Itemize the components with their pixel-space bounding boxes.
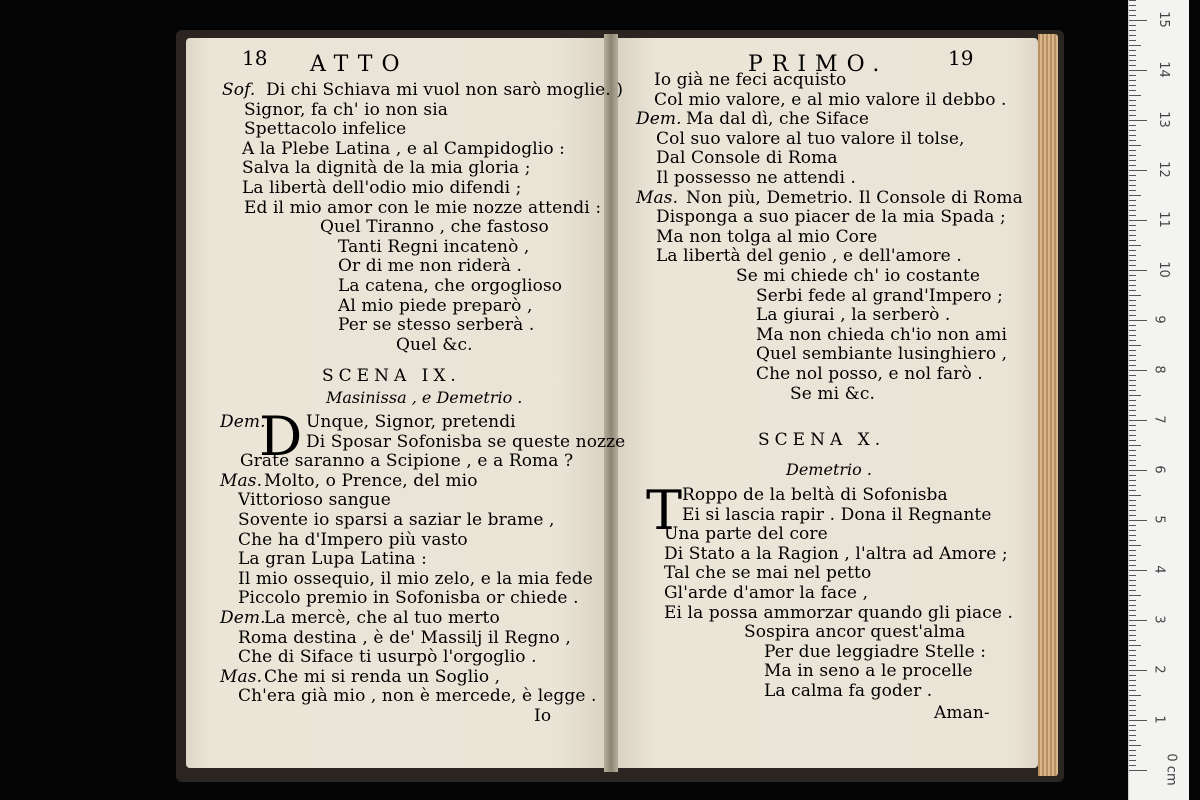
text-line: Io già ne feci acquisto (654, 70, 847, 90)
ruler-tick (1129, 710, 1136, 711)
text-line: Spettacolo infelice (244, 119, 407, 140)
left-scene-persons: Masinissa , e Demetrio . (326, 388, 523, 407)
ruler-tick (1129, 595, 1141, 596)
ruler-tick (1129, 155, 1136, 156)
ruler-tick (1129, 430, 1136, 431)
right-dropcap: T (646, 479, 683, 542)
ruler-tick (1129, 345, 1141, 346)
ruler-tick (1129, 770, 1147, 771)
ruler-label: 10 (1155, 261, 1171, 278)
text-line: La giurai , la serberò . (756, 305, 951, 326)
text-line: Se mi chiede ch' io costante (736, 266, 981, 286)
text-line: La catena, che orgoglioso (338, 276, 563, 296)
speaker-label: Mas. (636, 187, 679, 208)
text-line: Ch'era già mio , non è mercede, è legge . (238, 686, 597, 707)
ruler-tick (1129, 685, 1136, 686)
ruler-tick (1129, 10, 1136, 11)
text-line: A la Plebe Latina , e al Campidoglio : (242, 138, 565, 159)
ruler-tick (1129, 505, 1136, 506)
ruler-tick (1129, 170, 1147, 171)
ruler-tick (1129, 30, 1136, 31)
ruler-tick (1129, 535, 1136, 536)
ruler-tick (1129, 100, 1136, 101)
ruler-tick (1129, 110, 1136, 111)
ruler-tick (1129, 270, 1147, 271)
ruler-tick (1129, 195, 1141, 196)
text-line: Ma in seno a le procelle (764, 661, 973, 682)
ruler-tick (1129, 40, 1136, 41)
text-line: Ei la possa ammorzar quando gli piace . (664, 602, 1014, 623)
ruler-tick (1129, 600, 1136, 601)
ruler-tick (1129, 560, 1136, 561)
ruler-tick (1129, 185, 1136, 186)
ruler-label: 11 (1155, 211, 1171, 228)
ruler-tick (1129, 525, 1136, 526)
text-line: Il possesso ne attendi . (656, 168, 857, 188)
ruler-tick (1129, 605, 1136, 606)
ruler-tick (1129, 90, 1136, 91)
ruler-tick (1129, 315, 1136, 316)
ruler-tick (1129, 105, 1136, 106)
ruler-label: 3 (1151, 615, 1167, 624)
ruler-tick (1129, 205, 1136, 206)
ruler-tick (1129, 625, 1136, 626)
ruler-tick (1129, 635, 1136, 636)
ruler-tick (1129, 475, 1136, 476)
text-line: Molto, o Prence, del mio (264, 470, 478, 491)
ruler-tick (1129, 290, 1136, 291)
ruler-tick (1129, 280, 1136, 281)
ruler-tick (1129, 540, 1136, 541)
speaker-label: Dem. (220, 412, 266, 432)
text-line: Ed il mio amor con le mie nozze attendi : (244, 197, 602, 218)
text-line: Ma non tolga al mio Core (656, 226, 878, 247)
ruler-tick (1129, 445, 1141, 446)
text-line: Sospira ancor quest'alma (744, 622, 966, 643)
ruler-label: 7 (1151, 415, 1167, 424)
text-line: Di chi Schiava mi vuol non sarò moglie. ) (266, 80, 624, 100)
ruler-tick (1129, 175, 1136, 176)
ruler-label: 13 (1155, 111, 1171, 128)
text-line: Ei si lascia rapir . Dona il Regnante (682, 504, 992, 525)
ruler-tick (1129, 115, 1136, 116)
ruler-tick (1129, 405, 1136, 406)
left-scene-heading: SCENA IX. (322, 366, 461, 386)
ruler-tick (1129, 450, 1136, 451)
page-edges (1038, 34, 1058, 776)
ruler-tick (1129, 190, 1136, 191)
ruler-tick (1129, 425, 1136, 426)
left-page-number: 18 (242, 46, 268, 70)
text-line: Gl'arde d'amor la face , (664, 583, 869, 603)
ruler-tick (1129, 675, 1136, 676)
ruler-tick (1129, 25, 1136, 26)
ruler-label: 15 (1155, 11, 1171, 28)
speaker-label: Dem. (220, 608, 266, 628)
ruler-tick (1129, 0, 1136, 1)
speaker-label: Mas. (220, 470, 263, 491)
speaker-label: Sof. (222, 80, 256, 100)
text-line: Di Sposar Sofonisba se queste nozze (306, 431, 626, 452)
ruler-tick (1129, 650, 1136, 651)
ruler-tick (1129, 715, 1136, 716)
ruler-tick (1129, 530, 1136, 531)
text-line: Disponga a suo piacer de la mia Spada ; (656, 207, 1006, 228)
text-line: Serbi fede al grand'Impero ; (756, 285, 1003, 306)
ruler-tick (1129, 575, 1136, 576)
text-line: La gran Lupa Latina : (238, 549, 427, 570)
ruler-tick (1129, 140, 1136, 141)
right-catchword: Aman- (934, 703, 990, 723)
ruler-tick (1129, 410, 1136, 411)
text-line: Di Stato a la Ragion , l'altra ad Amore ; (664, 543, 1008, 564)
ruler-tick (1129, 610, 1136, 611)
ruler-tick (1129, 245, 1141, 246)
text-line: Per due leggiadre Stelle : (764, 641, 987, 662)
ruler-tick (1129, 440, 1136, 441)
ruler-tick (1129, 485, 1136, 486)
ruler-tick (1129, 330, 1136, 331)
ruler-tick (1129, 380, 1136, 381)
ruler-tick (1129, 65, 1136, 66)
text-line: La mercè, che al tuo merto (264, 608, 500, 628)
ruler-tick (1129, 555, 1136, 556)
ruler-label: 6 (1151, 465, 1167, 474)
ruler-tick (1129, 695, 1141, 696)
text-line: Roppo de la beltà di Sofonisba (682, 485, 948, 505)
left-dropcap: D (259, 405, 303, 468)
ruler-tick (1129, 210, 1136, 211)
ruler-tick (1129, 725, 1136, 726)
ruler-tick (1129, 620, 1147, 621)
ruler-tick (1129, 420, 1147, 421)
ruler-tick (1129, 50, 1136, 51)
book-gutter (604, 34, 618, 772)
ruler-tick (1129, 45, 1141, 46)
ruler-tick (1129, 655, 1136, 656)
ruler-tick (1129, 85, 1136, 86)
right-running-head: PRIMO. (748, 52, 889, 77)
ruler-tick (1129, 640, 1136, 641)
ruler-tick (1129, 415, 1136, 416)
ruler-tick (1129, 460, 1136, 461)
text-line: Per se stesso serberà . (338, 315, 535, 336)
ruler-tick (1129, 515, 1136, 516)
text-line: Quel sembiante lusinghiero , (756, 344, 1008, 365)
ruler-label: 0 cm (1163, 753, 1179, 786)
ruler-tick (1129, 360, 1136, 361)
text-line: Unque, Signor, pretendi (306, 412, 516, 432)
ruler-tick (1129, 265, 1136, 266)
ruler-tick (1129, 365, 1136, 366)
text-line: Ma non chieda ch'io non ami (756, 324, 1008, 345)
left-catchword: Io (534, 706, 552, 726)
ruler-tick (1129, 285, 1136, 286)
ruler-tick (1129, 325, 1136, 326)
ruler-tick (1129, 680, 1136, 681)
text-line: Or di me non riderà . (338, 256, 522, 277)
ruler-tick (1129, 215, 1136, 216)
ruler-tick (1129, 495, 1141, 496)
text-line: Sovente io sparsi a saziar le brame , (238, 510, 555, 530)
text-line: Grate saranno a Scipione , e a Roma ? (240, 451, 574, 472)
ruler-tick (1129, 260, 1136, 261)
ruler-tick (1129, 20, 1147, 21)
ruler-label: 9 (1151, 315, 1167, 324)
text-line: Tal che se mai nel petto (664, 563, 872, 584)
ruler-tick (1129, 225, 1136, 226)
text-line: Tanti Regni incatenò , (338, 236, 530, 257)
ruler-tick (1129, 700, 1136, 701)
ruler-label: 14 (1155, 61, 1171, 78)
text-line: La calma fa goder . (764, 681, 933, 701)
ruler-tick (1129, 200, 1136, 201)
ruler-tick (1129, 435, 1136, 436)
ruler-tick (1129, 510, 1136, 511)
ruler-tick (1129, 385, 1136, 386)
ruler-tick (1129, 670, 1147, 671)
ruler-tick (1129, 570, 1147, 571)
ruler-tick (1129, 255, 1136, 256)
text-line: Che nol posso, e nol farò . (756, 364, 983, 384)
ruler-tick (1129, 165, 1136, 166)
ruler-tick (1129, 615, 1136, 616)
ruler-tick (1129, 705, 1136, 706)
ruler-tick (1129, 295, 1141, 296)
ruler-tick (1129, 60, 1136, 61)
text-line: Quel &c. (396, 334, 473, 355)
text-line: Una parte del core (664, 524, 828, 545)
ruler-tick (1129, 690, 1136, 691)
ruler-tick (1129, 220, 1147, 221)
ruler-label: 12 (1155, 161, 1171, 178)
ruler-tick (1129, 80, 1136, 81)
text-line: La libertà del genio , e dell'amore . (656, 246, 962, 267)
ruler-tick (1129, 745, 1141, 746)
text-line: Che mi si renda un Soglio , (264, 666, 501, 687)
text-line: Signor, fa ch' io non sia (244, 99, 449, 120)
ruler-tick (1129, 665, 1136, 666)
ruler-tick (1129, 75, 1136, 76)
text-line: Col suo valore al tuo valore il tolse, (656, 128, 965, 149)
text-line: Ma dal dì, che Siface (686, 109, 870, 130)
text-line: Se mi &c. (790, 383, 876, 404)
right-page-number: 19 (948, 46, 974, 70)
ruler-tick (1129, 145, 1141, 146)
ruler-tick (1129, 520, 1147, 521)
ruler-tick (1129, 750, 1136, 751)
ruler-tick (1129, 130, 1136, 131)
ruler-tick (1129, 590, 1136, 591)
text-line: Dal Console di Roma (656, 148, 838, 169)
text-line: Roma destina , è de' Massilj il Regno , (238, 627, 571, 648)
ruler-tick (1129, 305, 1136, 306)
right-scene-heading: SCENA X. (758, 430, 886, 450)
ruler-tick (1129, 335, 1136, 336)
ruler-tick (1129, 395, 1141, 396)
ruler-tick (1129, 565, 1136, 566)
ruler-tick (1129, 230, 1136, 231)
ruler-tick (1129, 55, 1136, 56)
ruler-tick (1129, 735, 1136, 736)
ruler-label: 2 (1151, 665, 1167, 674)
ruler-tick (1129, 120, 1147, 121)
ruler-tick (1129, 630, 1136, 631)
speaker-label: Dem. (636, 109, 682, 130)
ruler-label: 4 (1151, 565, 1167, 574)
ruler-tick (1129, 160, 1136, 161)
ruler-tick (1129, 135, 1136, 136)
text-line: Quel Tiranno , che fastoso (320, 217, 549, 238)
ruler-tick (1129, 340, 1136, 341)
ruler-tick (1129, 645, 1141, 646)
text-line: Il mio ossequio, il mio zelo, e la mia fede (238, 568, 593, 589)
text-line: Piccolo premio in Sofonisba or chiede . (238, 588, 579, 609)
ruler-tick (1129, 370, 1147, 371)
ruler-tick (1129, 125, 1136, 126)
ruler-tick (1129, 490, 1136, 491)
text-line: Che di Siface ti usurpò l'orgoglio . (238, 647, 537, 668)
measuring-ruler (1128, 0, 1189, 800)
ruler-tick (1129, 730, 1136, 731)
right-scene-persons: Demetrio . (786, 460, 872, 479)
text-line: Al mio piede preparò , (338, 295, 533, 316)
text-line: Non più, Demetrio. Il Console di Roma (686, 187, 1023, 208)
text-line: Salva la dignità de la mia gloria ; (242, 158, 531, 179)
ruler-tick (1129, 70, 1147, 71)
left-running-head: ATTO (310, 52, 409, 77)
ruler-tick (1129, 350, 1136, 351)
ruler-tick (1129, 660, 1136, 661)
ruler-tick (1129, 180, 1136, 181)
ruler-tick (1129, 545, 1141, 546)
ruler-tick (1129, 355, 1136, 356)
ruler-tick (1129, 720, 1147, 721)
ruler-tick (1129, 765, 1136, 766)
ruler-tick (1129, 95, 1141, 96)
text-line: Vittorioso sangue (238, 490, 391, 511)
text-line: La libertà dell'odio mio difendi ; (242, 178, 522, 198)
ruler-tick (1129, 390, 1136, 391)
ruler-tick (1129, 235, 1136, 236)
ruler-tick (1129, 240, 1136, 241)
ruler-tick (1129, 760, 1136, 761)
ruler-label: 8 (1151, 365, 1167, 374)
ruler-tick (1129, 470, 1147, 471)
ruler-tick (1129, 585, 1136, 586)
text-line: Col mio valore, e al mio valore il debbo . (654, 89, 1007, 110)
ruler-tick (1129, 465, 1136, 466)
ruler-tick (1129, 275, 1136, 276)
speaker-label: Mas. (220, 666, 263, 687)
text-line: Che ha d'Impero più vasto (238, 529, 468, 550)
ruler-tick (1129, 455, 1136, 456)
ruler-tick (1129, 755, 1136, 756)
ruler-tick (1129, 310, 1136, 311)
ruler-tick (1129, 400, 1136, 401)
ruler-tick (1129, 250, 1136, 251)
ruler-tick (1129, 375, 1136, 376)
ruler-tick (1129, 320, 1147, 321)
ruler-tick (1129, 15, 1136, 16)
ruler-tick (1129, 740, 1136, 741)
ruler-tick (1129, 150, 1136, 151)
ruler-tick (1129, 500, 1136, 501)
ruler-tick (1129, 5, 1136, 6)
ruler-tick (1129, 300, 1136, 301)
ruler-tick (1129, 35, 1136, 36)
ruler-label: 5 (1151, 515, 1167, 524)
ruler-label: 1 (1151, 715, 1167, 724)
ruler-tick (1129, 550, 1136, 551)
ruler-tick (1129, 580, 1136, 581)
ruler-tick (1129, 480, 1136, 481)
